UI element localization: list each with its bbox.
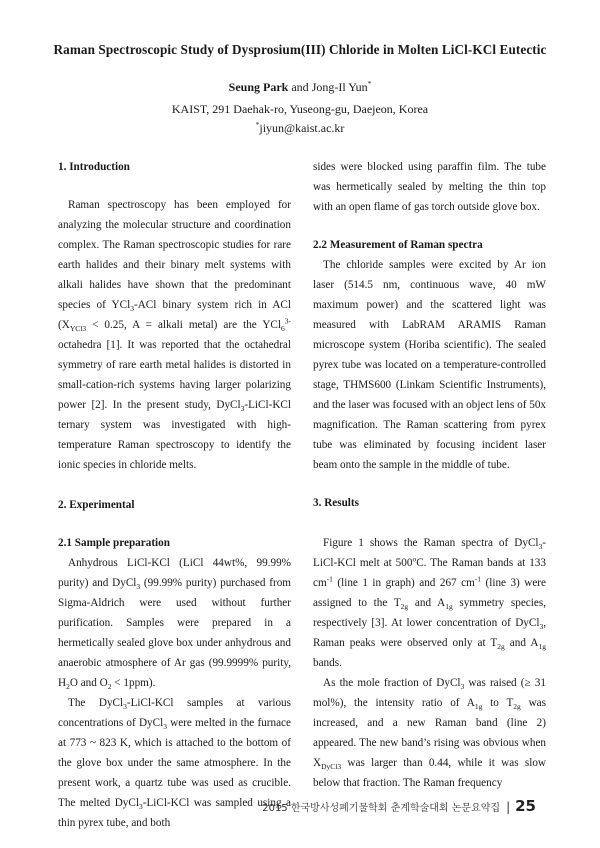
sample-melting-paragraph: The DyCl$_3$-LiCl-KCl samples at various concentrations of DyCl$_3$ were melted in the furnace at 773 ~ 823 K, which is attached to the bottom of the glove box under the same atmosphere. In the present work, a quartz tube was used as crucible. The melted DyCl$_3$-LiCl-KCl was sampled using a thin pyrex tube, and both — [58, 697, 291, 829]
section-heading-introduction: 1. Introduction — [58, 161, 130, 173]
left-column — [58, 157, 291, 833]
sample-melting-paragraph-continued: sides were blocked using paraffin film. The tube was hermetically sealed by melting the thin top with an open flame of gas torch outside glove box. — [313, 161, 546, 213]
affiliation: KAIST, 291 Daehak-ro, Yuseong-gu, Daejeon, Korea — [171, 102, 429, 116]
author-connector: and — [288, 80, 312, 94]
section-heading-results: 3. Results — [313, 497, 359, 509]
page-number: 25 — [515, 797, 536, 815]
email-address: jiyun@kaist.ac.kr — [259, 121, 345, 135]
author-line — [0, 80, 600, 95]
proceedings-label: 2015 한국방사성폐기물학회 춘계학술대회 논문요약집 — [262, 803, 501, 814]
author-name: Jong-Il Yun — [311, 80, 368, 94]
email-line — [0, 121, 600, 136]
introduction-paragraph: Raman spectroscopy has been employed for analyzing the molecular structure and coordination complex. The Raman spectroscopic studies for rare earth halides and their binary melt systems with alkali halides have shown that the predominant species of YCl$_3$-ACl binary system rich in ACl ($X_{YCl3} < 0.25$, A = alkali metal) are the YCl$_6^{3-}$ octahedra [1]. It was reported that the octahedral symmetry of rare earth metal halides is distorted in small-cation-rich systems having larger polarizing power [2]. In the present study, DyCl$_3$-LiCl-KCl ternary system was investigated with high-temperature Raman spectroscopy to identify the ionic species in chloride melts. — [58, 199, 291, 471]
raman-measurement-paragraph: The chloride samples were excited by Ar ion laser (514.5 nm, continuous wave, 40 mW maximum power) and the scattered light was measured with LabRAM ARAMIS Raman microscope system (Horiba scientific). The sealed pyrex tube was located on a temperature-controlled stage, THMS600 (Linkam Scientific Instruments), and the laser was focused with an object lens of 50x magnification. The Raman scattering from pyrex tube was eliminated by focusing incident laser beam onto the sample in the middle of tube. — [313, 259, 547, 471]
corresponding-mark: * — [255, 120, 260, 129]
author-name: Seung Park — [228, 80, 289, 94]
subsection-heading-raman-measurement: 2.2 Measurement of Raman spectra — [313, 239, 483, 251]
sample-preparation-paragraph: Anhydrous LiCl-KCl (LiCl 44wt%, 99.99% purity) and DyCl$_3$ (99.99% purity) purchased from Sigma-Aldrich were used without further purification. Samples were prepared in a hermetically sealed glove box under anhydrous and anaerobic atmosphere of Ar gas (99.9999% purity, $H_2O$ and $O_2 < 1ppm$). — [58, 557, 291, 692]
section-heading-experimental: 2. Experimental — [58, 499, 135, 511]
corresponding-mark: * — [367, 79, 372, 88]
footer-separator: | — [506, 800, 511, 814]
results-paragraph: Figure 1 shows the Raman spectra of DyCl$_3$-LiCl-KCl melt at 500$^o$C. The Raman bands at 133 $cm^{-1}$ (line 1 in graph) and 267 $cm^{-1}$ (line 3) were assigned to the $T_{2g}$ and $A_{1g}$ symmetry species, respectively [3]. At lower concentration of DyCl$_3$, Raman peaks were observed only at $T_{2g}$ and $A_{1g}$ bands. — [313, 537, 546, 669]
page-footer — [262, 797, 536, 815]
paper-title: Raman Spectroscopic Study of Dysprosium(III) Chloride in Molten LiCl-KCl Eutectic — [53, 42, 547, 57]
subsection-heading-sample-preparation: 2.1 Sample preparation — [58, 537, 170, 549]
mole-fraction-paragraph: As the mole fraction of DyCl$_3$ was raised (≥ 31 mol%), the intensity ratio of $A_{1g}$ to $T_{2g}$ was increased, and a new Raman band (line 2) appeared. The new band’s rising was obvious when $X_{DyCl3}$ was larger than 0.44, while it was slow below that fraction. The Raman frequency — [313, 677, 546, 789]
right-column — [313, 157, 546, 793]
